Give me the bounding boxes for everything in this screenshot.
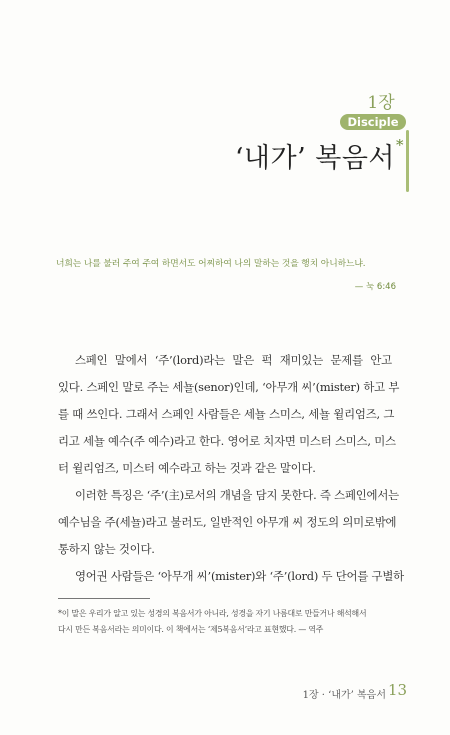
page-number: 13 xyxy=(388,681,408,699)
body-line: 통하지 않는 것이다. xyxy=(58,542,155,556)
title-footnote-mark: * xyxy=(396,136,404,154)
disciple-badge: Disciple xyxy=(340,114,406,130)
body-line: 를 때 쓰인다. 그래서 스페인 사람들은 세뇰 스미스, 세뇰 윌리엄즈, 그 xyxy=(58,407,395,421)
running-head: 1장 · ‘내가’ 복음서 xyxy=(302,690,386,701)
body-line: 이러한 특징은 ‘주’(主)로서의 개념을 담지 못한다. 즉 스페인에서는 xyxy=(75,488,399,502)
footnote-line: *이 말은 우리가 알고 있는 성경의 복음서가 아니라, 성경을 자기 나름대로 만들거나 해석해서 xyxy=(58,609,367,618)
body-line: 영어권 사람들은 ‘아무개 씨’(mister)와 ‘주’(lord) 두 단어를 구별하 xyxy=(75,569,404,583)
footnote-rule xyxy=(58,598,150,599)
title-accent-rule xyxy=(406,130,409,192)
body-line: 터 윌리엄즈, 미스터 예수라고 하는 것과 같은 말이다. xyxy=(58,461,316,475)
body-line: 예수님을 주(세뇰)라고 불러도, 일반적인 아무개 씨 정도의 의미로밖에 xyxy=(58,515,397,529)
epigraph-text: 너희는 나를 불러 주여 주여 하면서도 어찌하여 나의 말하는 것을 행치 아니하느냐. xyxy=(56,259,366,269)
body-line: 스페인 말에서 ‘주’(lord)라는 말은 퍽 재미있는 문제를 안고 xyxy=(75,353,392,367)
epigraph-reference: — 눅 6:46 xyxy=(354,282,396,292)
chapter-title xyxy=(222,136,404,175)
body-line: 있다. 스페인 말로 주는 세뇰(senor)인데, ‘아무개 씨’(mister) 하고 부 xyxy=(58,380,400,394)
body-line: 리고 세뇰 예수(주 예수)라고 한다. 영어로 치자면 미스터 스미스, 미스 xyxy=(58,434,396,448)
chapter-title-text: ‘내가’ 복음서 xyxy=(234,143,395,174)
chapter-number: 1장 xyxy=(367,93,395,113)
footnote-line: 다시 만든 복음서라는 의미이다. 이 책에서는 ‘제5복음서’라고 표현했다. — 역주 xyxy=(58,625,324,634)
